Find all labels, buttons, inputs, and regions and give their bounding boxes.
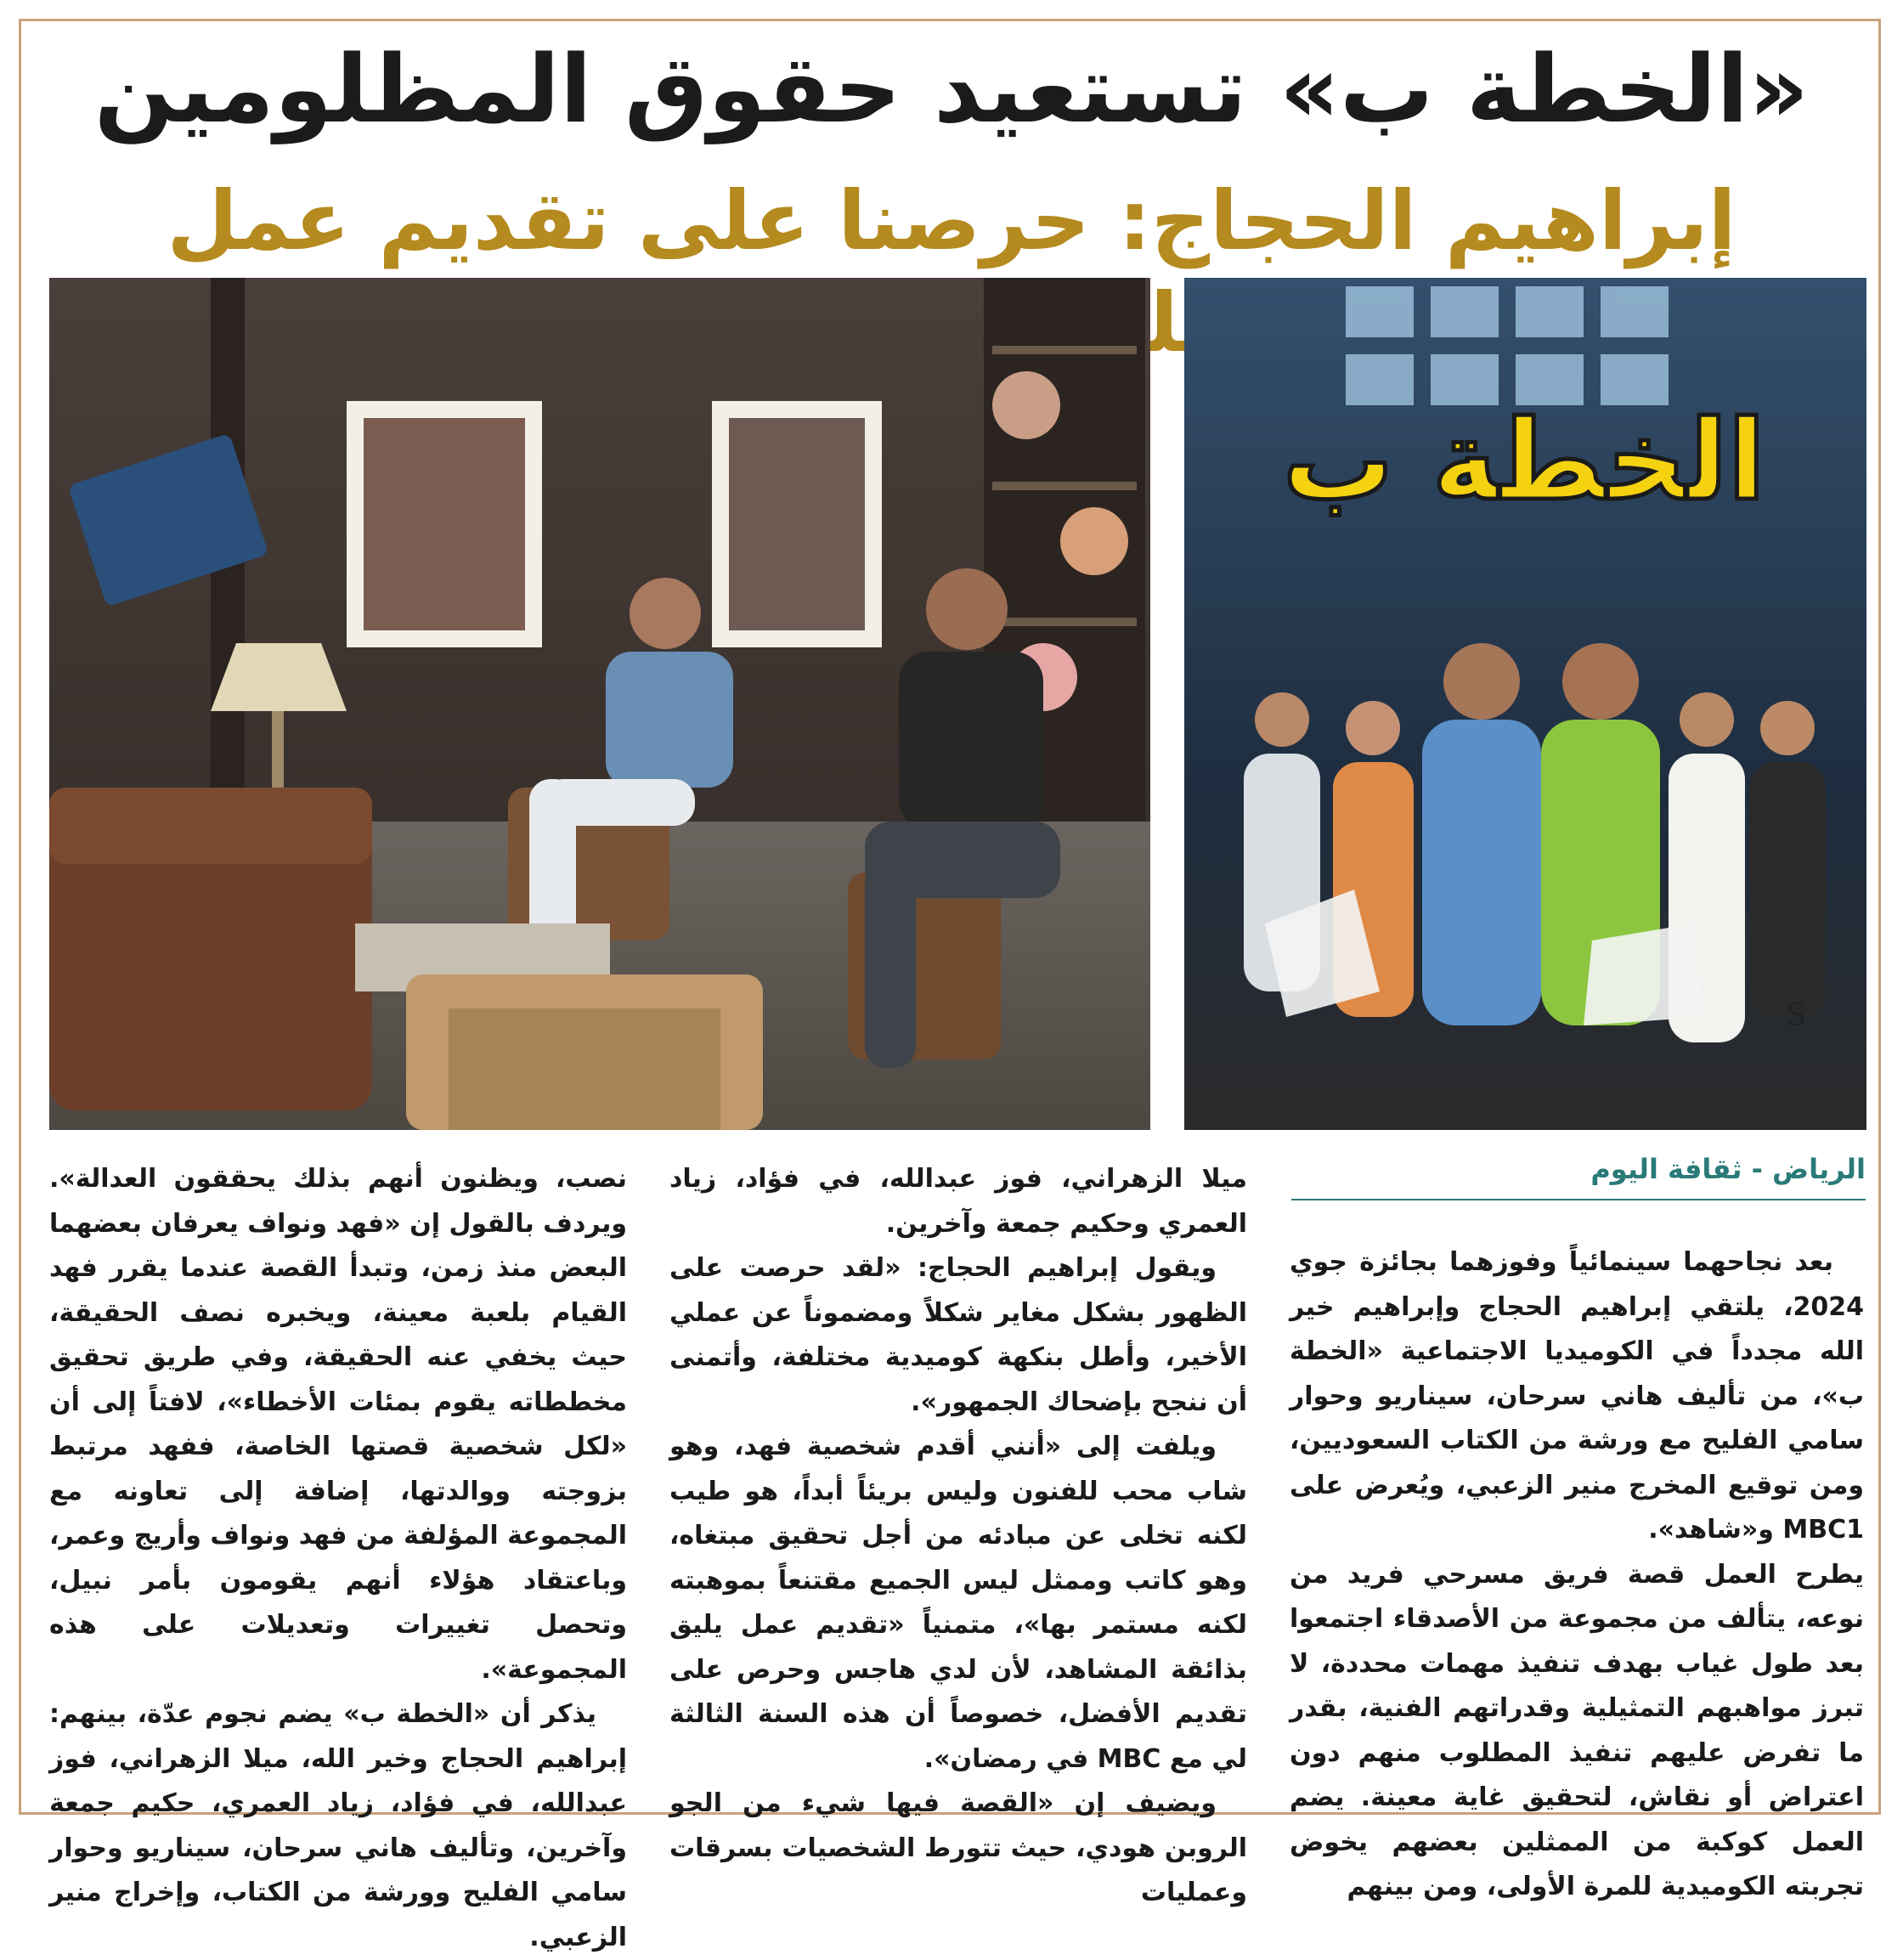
poster-logo-text: الخطة ب <box>1282 396 1766 525</box>
column-3-paragraph-1: نصب، ويظنون أنهم بذلك يحققون العدالة». ويردف بالقول إن «فهد ونواف يعرفان بعضهما البعض منذ زمن، وتبدأ القصة عندما يقرر فهد القيام بلعبة معينة، ويخبره نصف الحقيقة، حيث يخفي عنه الحقيقة، وفي طريق تحقيق مخططاته يقوم بمئات الأخطاء»، لافتاً إلى أن «لكل شخصية قصتها الخاصة، ففهد مرتبط بزوجته ووالدتها، إضافة إلى تعاونه مع المجموعة المؤلفة من فهد ونواف وأريج وعمر، وباعتقاد هؤلاء أنهم يقومون بأمر نبيل، وتحصل تغييرات وتعديلات على هذه المجموعة». <box>49 1164 627 1685</box>
column-2-paragraph-3: ويلفت إلى «أنني أقدم شخصية فهد، وهو شاب محب للفنون وليس بريئاً أبداً، هو طيب لكنه تخلى عن مبادئه من أجل تحقيق مبتغاه، وهو كاتب وممثل ليس الجميع مقتنعاً بموهبته لكنه مستمر بها»، متمنياً «تقديم عمل يليق بذائقة المشاهد، لأن لدي هاجس وحرص على تقديم الأفضل، خصوصاً أن هذه السنة الثالثة لي مع MBC في رمضان». <box>669 1432 1247 1774</box>
headline-subtitle: إبراهيم الحجاج: حرصنا على تقديم عمل <box>167 173 1736 268</box>
poster-mark-text: S <box>1785 998 1807 1033</box>
column-1-paragraph-2: يطرح العمل قصة فريق مسرحي فريد من نوعه، يتألف من مجموعة من الأصدقاء اجتمعوا بعد طول غياب بهدف تنفيذ مهمات محددة، لا تبرز مواهبهم التمثيلية وقدراتهم الفنية، بقدر ما تفرض عليهم تنفيذ المطلوب منهم دون اعتراض أو نقاش، لتحقيق غاية معينة. يضم العمل كوكبة من الممثلين بعضهم يخوض تجربته الكوميدية للمرة الأولى، ومن بينهم <box>1290 1559 1864 1901</box>
column-3-paragraph-2: يذكر أن «الخطة ب» يضم نجوم عدّة، بينهم: إبراهيم الحجاج وخير الله، ميلا الزهراني، فوز عبدالله، في فؤاد، زياد العمري، حكيم جمعة وآخرين، وتأليف هاني سرحان، سيناريو وحوار سامي الفليح وورشة من الكتاب، وإخراج منير الزعبي. <box>49 1699 627 1952</box>
photo-series-poster <box>1184 278 1866 1130</box>
article-column-3 <box>49 1157 627 1952</box>
headline-title: «الخطة ب» تستعيد حقوق المظلومين <box>93 35 1810 144</box>
article-column-1 <box>1290 1240 1864 1901</box>
byline: الرياض - ثقافة اليوم <box>1291 1153 1866 1200</box>
column-2-paragraph-1: ميلا الزهراني، فوز عبدالله، في فؤاد، زياد العمري وحكيم جمعة وآخرين. <box>669 1164 1247 1239</box>
column-2-paragraph-4: ويضيف إن «القصة فيها شيء من الجو الروبن هودي، حيث تتورط الشخصيات بسرقات وعمليات <box>669 1788 1247 1907</box>
article-column-2 <box>669 1157 1247 1907</box>
series-poster-illustration <box>1184 278 1866 1130</box>
interview-set-illustration <box>49 278 1150 1130</box>
photo-interview-set <box>49 278 1150 1130</box>
column-2-paragraph-2: ويقول إبراهيم الحجاج: «لقد حرصت على الظهور بشكل مغاير شكلاً ومضموناً عن عملي الأخير، وأطل بنكهة كوميدية مختلفة، وأتمنى أن ننجح بإضحاك الجمهور». <box>669 1253 1247 1417</box>
column-1-paragraph-1: بعد نجاحهما سينمائياً وفوزهما بجائزة جوي 2024، يلتقي إبراهيم الحجاج وإبراهيم خير الله مجدداً في الكوميديا الاجتماعية «الخطة ب»، من تأليف هاني سرحان، سيناريو وحوار سامي الفليح مع ورشة من الكتاب السعوديين، ومن توقيع المخرج منير الزعبي، ويُعرض على MBC1 و«شاهد». <box>1290 1247 1864 1545</box>
